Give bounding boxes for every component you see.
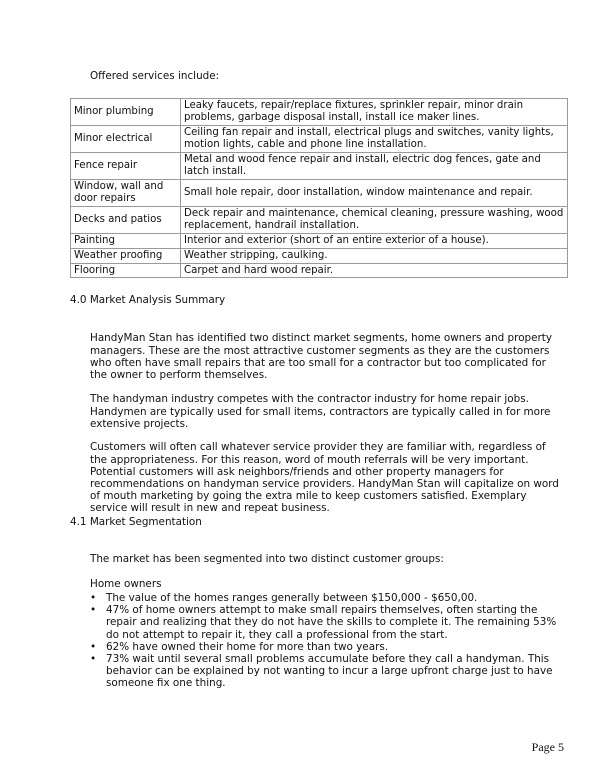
paragraph: The handyman industry competes with the contractor industry for home repair jobs. Handymen are typically used for small items, contractors are typically called in for more extensive projects.	[90, 393, 551, 430]
bullet-icon: •	[90, 604, 97, 617]
page-number: Page 5	[531, 740, 564, 754]
service-name: Flooring	[71, 263, 181, 278]
table-row	[71, 207, 568, 234]
service-name: Window, wall and door repairs	[71, 180, 181, 207]
table-row	[71, 99, 568, 126]
list-item-text: The value of the homes ranges generally between $150,000 - $650,00.	[106, 592, 478, 604]
service-name: Fence repair	[71, 153, 181, 180]
table-row	[71, 248, 568, 263]
table-row	[71, 234, 568, 249]
table-row	[71, 126, 568, 153]
services-intro: Offered services include:	[90, 70, 220, 82]
bullet-icon: •	[90, 592, 97, 604]
service-description: Deck repair and maintenance, chemical cleaning, pressure washing, wood replacement, handrail installation.	[181, 207, 568, 234]
paragraph: HandyMan Stan has identified two distinct market segments, home owners and property managers. These are the most attractive customer segments as they are the customers who often have small repairs that are too small for a contractor but too complicated for the owner to perform themselves.	[90, 332, 553, 381]
service-name: Weather proofing	[71, 248, 181, 263]
services-table	[70, 98, 568, 278]
list-item	[90, 641, 560, 653]
list-item	[90, 592, 560, 604]
service-description: Weather stripping, caulking.	[181, 248, 568, 263]
list-item-text: 73% wait until several small problems accumulate before they call a handyman. This behavior can be explained by not wanting to incur a large upfront charge just to have someone fix one thing.	[106, 653, 553, 690]
service-description: Ceiling fan repair and install, electrical plugs and switches, vanity lights, motion lights, cable and phone line installation.	[181, 126, 568, 153]
paragraph: The market has been segmented into two distinct customer groups:	[90, 553, 444, 566]
subheading: Home owners	[90, 578, 162, 591]
list-item	[90, 604, 560, 641]
service-description: Leaky faucets, repair/replace fixtures, sprinkler repair, minor drain problems, garbage disposal install, install ice maker lines.	[181, 99, 568, 126]
table-row	[71, 263, 568, 278]
table-row	[71, 180, 568, 207]
service-name: Minor electrical	[71, 126, 181, 153]
table-row	[71, 153, 568, 180]
list-item	[90, 653, 560, 690]
bullet-icon: •	[90, 640, 97, 653]
list-item-text: 62% have owned their home for more than two years.	[106, 640, 389, 653]
bullet-list	[90, 592, 560, 690]
service-description: Metal and wood fence repair and install, electric dog fences, gate and latch install.	[181, 153, 568, 180]
service-description: Carpet and hard wood repair.	[181, 263, 568, 278]
service-name: Painting	[71, 234, 181, 249]
bullet-icon: •	[90, 653, 97, 666]
paragraph: Customers will often call whatever service provider they are familiar with, regardless of the appropriateness. For this reason, word of mouth referrals will be very important. Potential customers will ask neighbors/friends and other property managers for recommendations on handyman service providers. HandyMan Stan will capitalize on word of mouth marketing by going the extra mile to keep customers satisfied. Exemplary service will result in new and repeat business.	[90, 441, 559, 515]
section-heading: 4.1 Market Segmentation	[70, 516, 202, 528]
service-description: Interior and exterior (short of an entire exterior of a house).	[181, 234, 568, 249]
service-description: Small hole repair, door installation, window maintenance and repair.	[181, 180, 568, 207]
service-name: Decks and patios	[71, 207, 181, 234]
list-item-text: 47% of home owners attempt to make small repairs themselves, often starting the repair and realizing that they do not have the skills to complete it. The remaining 53% do not attempt to repair it, they call a professional from the start.	[106, 604, 557, 641]
section-heading: 4.0 Market Analysis Summary	[70, 294, 226, 306]
service-name: Minor plumbing	[71, 99, 181, 126]
